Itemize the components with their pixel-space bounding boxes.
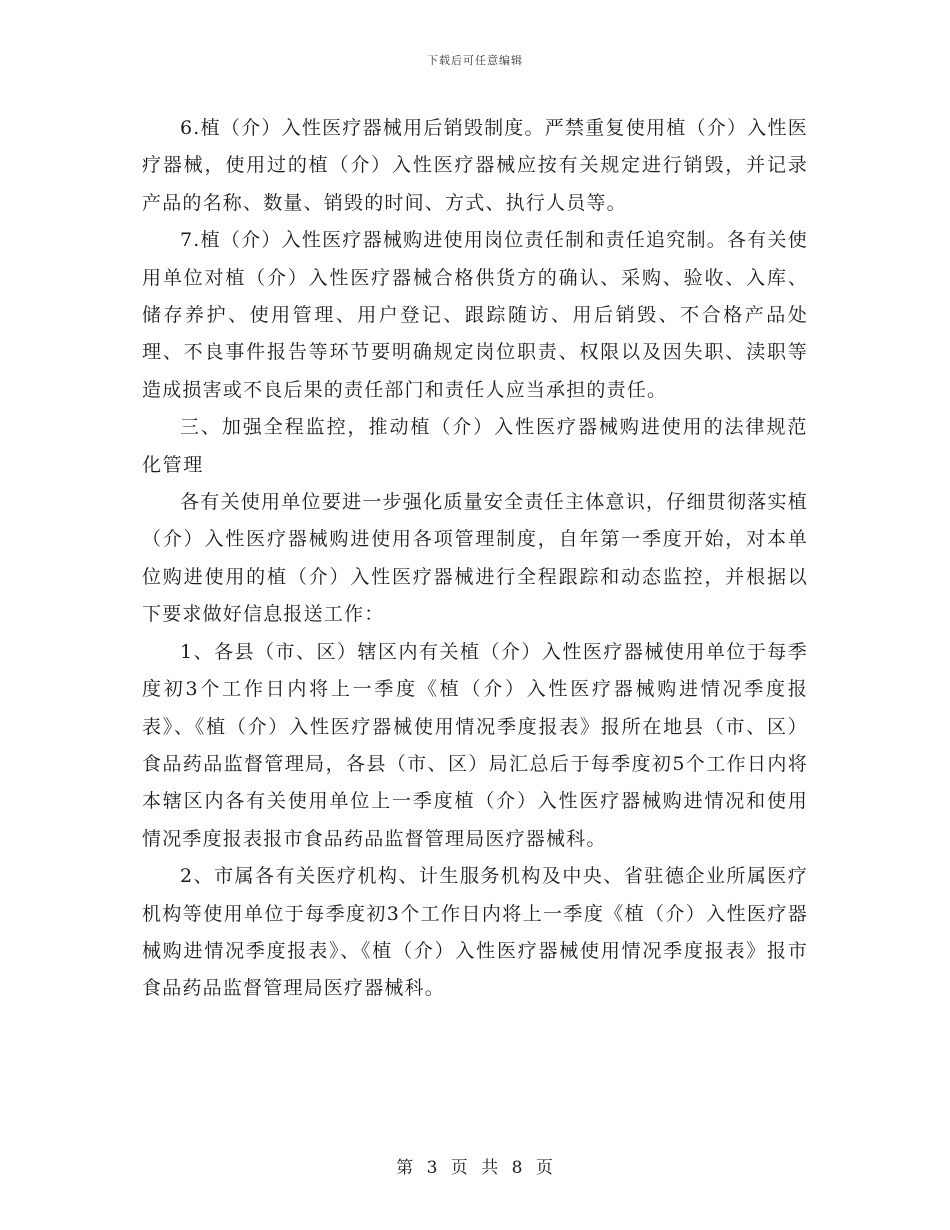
- paragraph-item-6: 6.植（介）入性医疗器械用后销毁制度。严禁重复使用植（介）入性医疗器械，使用过的植（介）入性医疗器械应按有关规定进行销毁，并记录产品的名称、数量、销毁的时间、方式、执行人员等。: [142, 117, 808, 214]
- paragraph-item-7: 7.植（介）入性医疗器械购进使用岗位责任制和责任追究制。各有关使用单位对植（介）入性医疗器械合格供货方的确认、采购、验收、入库、储存养护、使用管理、用户登记、跟踪随访、用后销毁、不合格产品处理、不良事件报告等环节要明确规定岗位职责、权限以及因失职、渎职等造成损害或不良后果的责任部门和责任人应当承担的责任。: [142, 229, 808, 401]
- header-note: 下载后可任意编辑: [427, 54, 523, 67]
- section-heading-3: 三、加强全程监控，推动植（介）入性医疗器械购进使用的法律规范化管理: [142, 416, 808, 476]
- paragraph-requirement-2: 2、市属各有关医疗机构、计生服务机构及中央、省驻德企业所属医疗机构等使用单位于每季度初3个工作日内将上一季度《植（介）入性医疗器械购进情况季度报表》、《植（介）入性医疗器械使用情况季度报表》报市食品药品监督管理局医疗器械科。: [142, 865, 808, 1000]
- page-number: 第 3 页 共 8 页: [396, 1158, 554, 1178]
- paragraph-section-intro: 各有关使用单位要进一步强化质量安全责任主体意识，仔细贯彻落实植（介）入性医疗器械购进使用各项管理制度，自年第一季度开始，对本单位购进使用的植（介）入性医疗器械进行全程跟踪和动态监控，并根据以下要求做好信息报送工作：: [142, 491, 808, 626]
- document-body: [142, 110, 808, 1008]
- paragraph-requirement-1: 1、各县（市、区）辖区内有关植（介）入性医疗器械使用单位于每季度初3个工作日内将上一季度《植（介）入性医疗器械购进情况季度报表》、《植（介）入性医疗器械使用情况季度报表》报所在地县（市、区）食品药品监督管理局，各县（市、区）局汇总后于每季度初5个工作日内将本辖区内各有关使用单位上一季度植（介）入性医疗器械购进情况和使用情况季度报表报市食品药品监督管理局医疗器械科。: [142, 640, 808, 850]
